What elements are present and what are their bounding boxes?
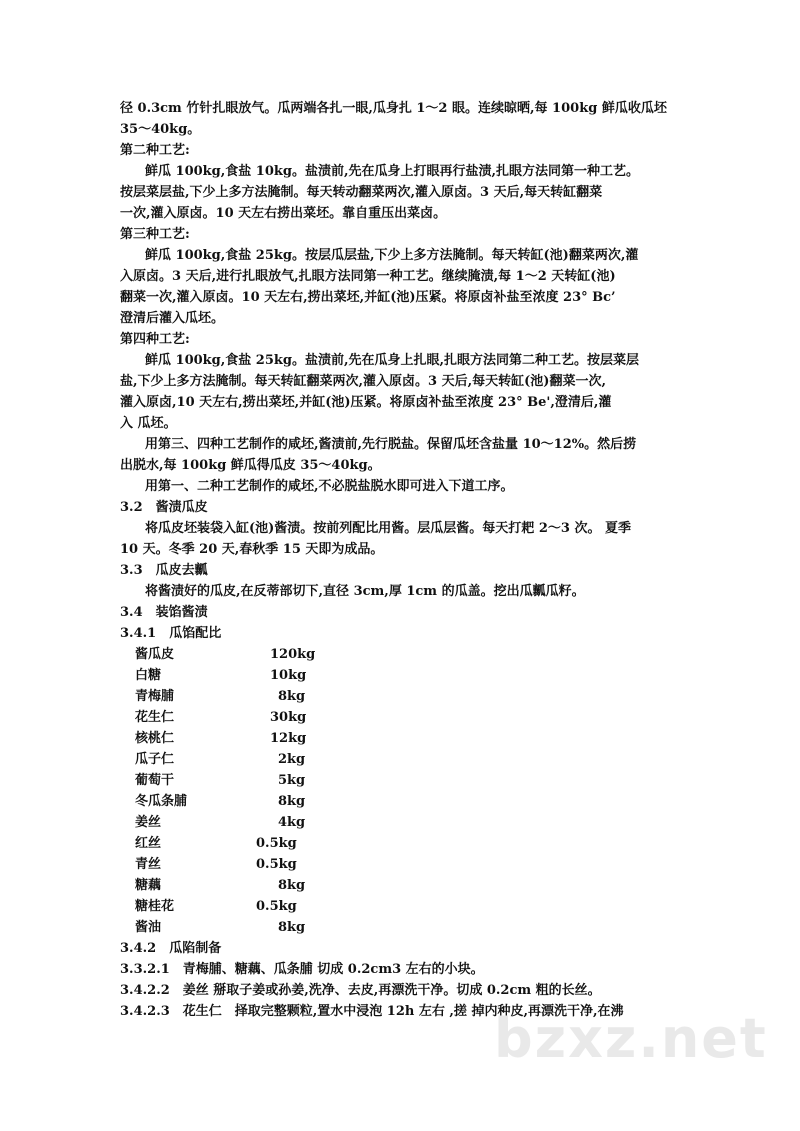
recipe-item-amount: 8kg <box>278 794 306 809</box>
text-line: 鲜瓜 100kg,食盐 10kg。盐渍前,先在瓜身上打眼再行盐渍,扎眼方法同第一种工艺。 <box>145 164 640 179</box>
recipe-item-name: 白糖 <box>135 668 162 683</box>
section-heading: 3.4.2 瓜陷制备 <box>120 941 222 956</box>
text-line: 按层菜层盐,下少上多方法腌制。每天转动翻菜两次,灌入原卤。3 天后,每天转缸翻菜 <box>120 185 603 200</box>
text-line: 将瓜皮坯装袋入缸(池)酱渍。按前列配比用酱。层瓜层酱。每天打耙 2～3 次。 夏季 <box>145 521 631 536</box>
text-line: 10 天。冬季 20 天,春秋季 15 天即为成品。 <box>120 542 384 557</box>
recipe-item-name: 花生仁 <box>135 710 175 725</box>
recipe-item-amount: 120kg <box>270 647 316 662</box>
text-line: 3.3.2.1 青梅脯、糖藕、瓜条脯 切成 0.2cm3 左右的小块。 <box>120 962 484 977</box>
recipe-item-name: 酱油 <box>135 920 162 935</box>
recipe-item-name: 青梅脯 <box>135 689 175 704</box>
recipe-item-name: 糖藕 <box>135 878 162 893</box>
recipe-item-amount: 2kg <box>278 752 306 767</box>
section-heading: 3.4.1 瓜馅配比 <box>120 626 222 641</box>
text-line: 澄清后灌入瓜坯。 <box>120 311 225 326</box>
text-line: 将酱渍好的瓜皮,在反蒂部切下,直径 3cm,厚 1cm 的瓜盖。挖出瓜瓤瓜籽。 <box>145 584 585 599</box>
text-line: 入原卤。3 天后,进行扎眼放气,扎眼方法同第一种工艺。继续腌渍,每 1～2 天转缸(池) <box>120 269 616 284</box>
recipe-item-name: 青丝 <box>135 857 162 872</box>
watermark: bzxz.net <box>494 1007 768 1070</box>
recipe-item-amount: 10kg <box>270 668 307 683</box>
recipe-item-name: 葡萄干 <box>135 773 175 788</box>
text-line: 出脱水,每 100kg 鲜瓜得瓜皮 35～40kg。 <box>120 458 381 473</box>
text-line: 入 瓜坯。 <box>120 416 177 431</box>
recipe-item-amount: 8kg <box>278 878 306 893</box>
recipe-item-amount: 0.5kg <box>256 899 297 914</box>
text-line: 用第一、二种工艺制作的咸坯,不必脱盐脱水即可进入下道工序。 <box>145 479 514 494</box>
text-line: 用第三、四种工艺制作的咸坯,酱渍前,先行脱盐。保留瓜坯含盐量 10～12%。然后捞 <box>145 437 637 452</box>
text-line: 盐,下少上多方法腌制。每天转缸翻菜两次,灌入原卤。3 天后,每天转缸(池)翻菜一次, <box>120 374 606 389</box>
recipe-item-amount: 30kg <box>270 710 307 725</box>
recipe-item-name: 冬瓜条脯 <box>135 794 188 809</box>
recipe-item-amount: 12kg <box>270 731 307 746</box>
recipe-item-name: 核桃仁 <box>135 731 175 746</box>
section-heading: 3.2 酱渍瓜皮 <box>120 500 208 515</box>
text-line: 灌入原卤,10 天左右,捞出菜坯,并缸(池)压紧。将原卤补盐至浓度 23° Be',澄清后,灌 <box>120 395 612 410</box>
text-line: 3.4.2.3 花生仁 择取完整颗粒,置水中浸泡 12h 左右 ,搓 掉内种皮,再漂洗干净,在沸 <box>120 1004 624 1019</box>
text-line: 35～40kg。 <box>120 122 201 137</box>
recipe-item-name: 酱瓜皮 <box>135 647 175 662</box>
text-line: 翻菜一次,灌入原卤。10 天左右,捞出菜坯,并缸(池)压紧。将原卤补盐至浓度 23° Bc’ <box>120 290 616 305</box>
text-line: 径 0.3cm 竹针扎眼放气。瓜两端各扎一眼,瓜身扎 1～2 眼。连续晾晒,每 100kg 鲜瓜收瓜坯 <box>120 101 667 116</box>
recipe-item-name: 红丝 <box>135 836 162 851</box>
recipe-item-name: 姜丝 <box>135 815 162 830</box>
section-heading: 第三种工艺: <box>120 227 190 242</box>
recipe-item-amount: 0.5kg <box>256 836 297 851</box>
section-heading: 3.3 瓜皮去瓤 <box>120 563 208 578</box>
recipe-item-amount: 4kg <box>278 815 306 830</box>
recipe-item-name: 瓜子仁 <box>135 752 175 767</box>
recipe-item-amount: 8kg <box>278 920 306 935</box>
recipe-item-amount: 0.5kg <box>256 857 297 872</box>
section-heading: 第四种工艺: <box>120 332 190 347</box>
recipe-item-amount: 8kg <box>278 689 306 704</box>
section-heading: 3.4 装馅酱渍 <box>120 605 208 620</box>
text-line: 3.4.2.2 姜丝 掰取子姜或孙姜,洗净、去皮,再漂洗干净。切成 0.2cm 粗的长丝。 <box>120 983 601 998</box>
section-heading: 第二种工艺: <box>120 143 190 158</box>
text-line: 一次,灌入原卤。10 天左右捞出菜坯。靠自重压出菜卤。 <box>120 206 447 221</box>
text-line: 鲜瓜 100kg,食盐 25kg。按层瓜层盐,下少上多方法腌制。每天转缸(池)翻菜两次,灌 <box>145 248 639 263</box>
text-line: 鲜瓜 100kg,食盐 25kg。盐渍前,先在瓜身上扎眼,扎眼方法同第二种工艺。按层菜层 <box>145 353 640 368</box>
recipe-item-name: 糖桂花 <box>135 899 175 914</box>
recipe-item-amount: 5kg <box>278 773 306 788</box>
